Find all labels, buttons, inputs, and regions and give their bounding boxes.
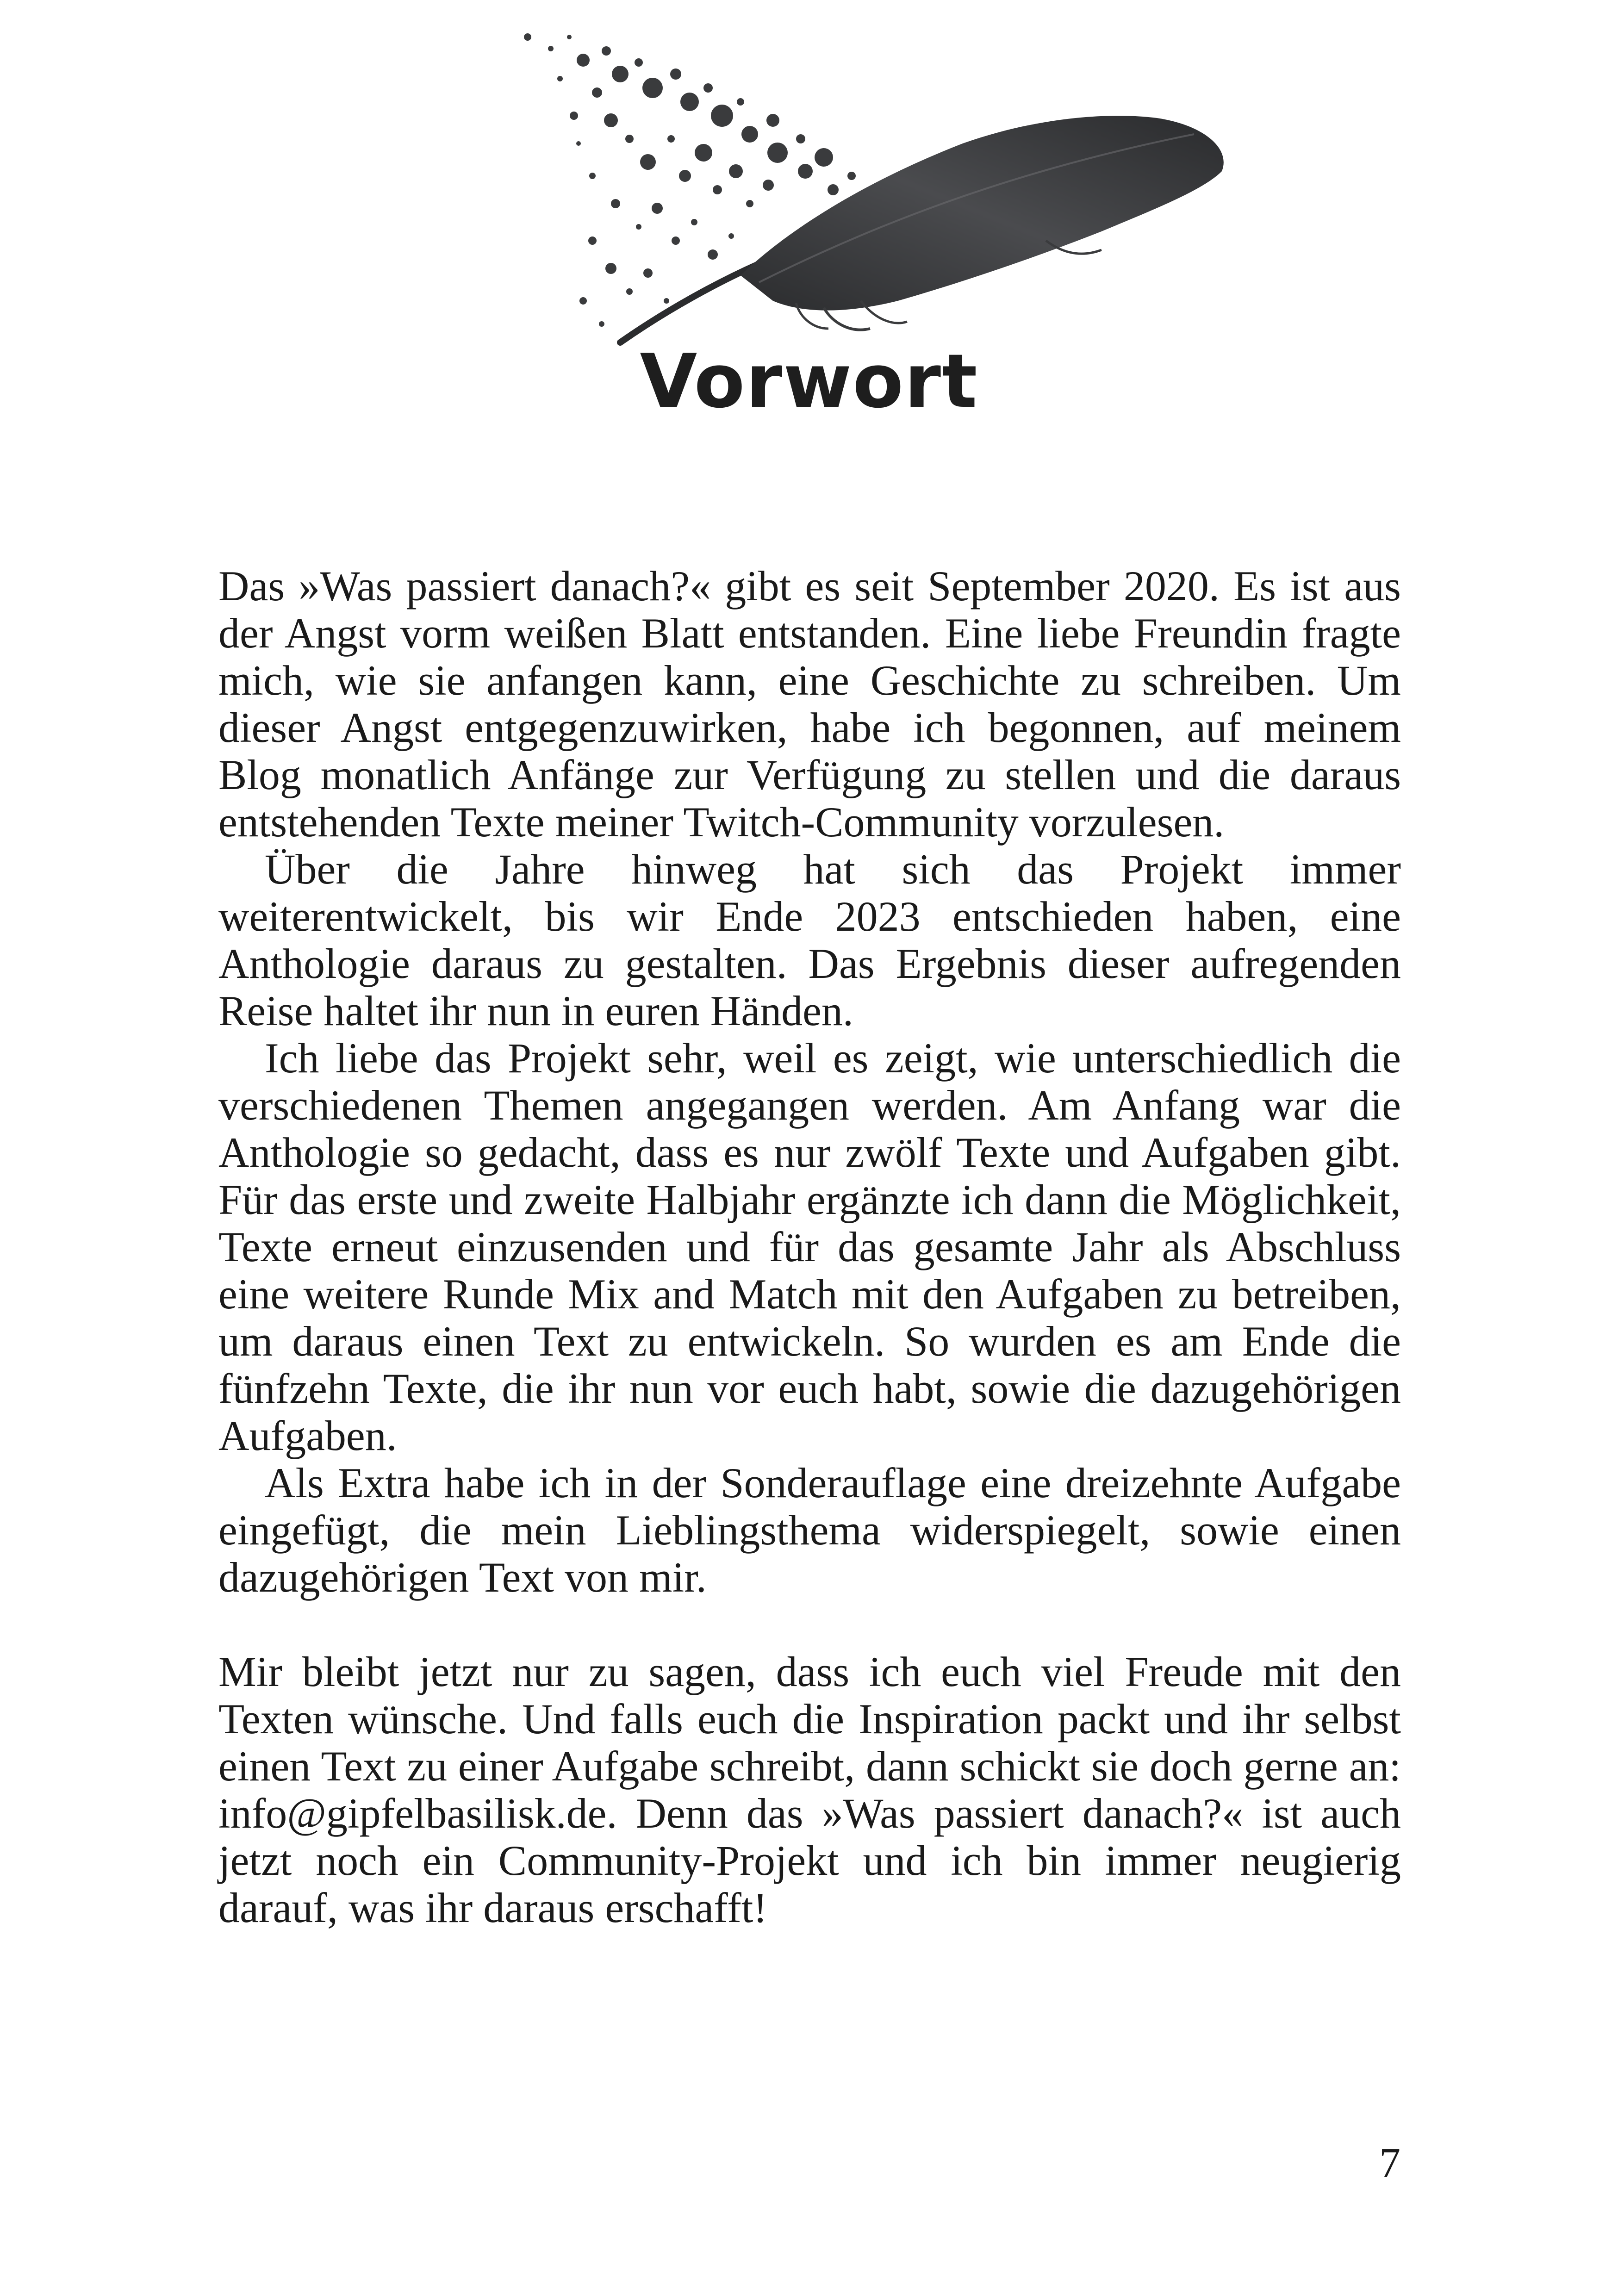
- paragraph: Das »Was passiert danach?« gibt es seit September 2020. Es ist aus der Angst vorm weißen Blatt entstanden. Eine liebe Freundin fragte mich, wie sie anfangen kann, eine Geschichte zu schreiben. Um dieser Angst entgegenzuwirken, habe ich begonnen, auf meinem Blog monatlich Anfänge zur Verfügung zu stellen und die daraus entstehenden Texte meiner Twitch-Community vorzulesen.: [218, 562, 1401, 846]
- paragraph: Über die Jahre hinweg hat sich das Projekt immer weiterentwickelt, bis wir Ende 2023 entschieden haben, eine Anthologie daraus zu gestalten. Das Ergebnis dieser aufregenden Reise haltet ihr nun in euren Händen.: [218, 846, 1401, 1034]
- paragraph: Ich liebe das Projekt sehr, weil es zeigt, wie unterschiedlich die verschiedenen Themen angegangen werden. Am Anfang war die Anthologie so gedacht, dass es nur zwölf Texte und Aufgaben gibt. Für das erste und zweite Halbjahr ergänzte ich dann die Möglichkeit, Texte erneut einzusenden und für das gesamte Jahr als Abschluss eine weitere Runde Mix and Match mit den Aufgaben zu betreiben, um daraus einen Text zu entwickeln. So wurden es am Ende die fünfzehn Texte, die ihr nun vor euch habt, sowie die dazugehörigen Aufgaben.: [218, 1034, 1401, 1459]
- foreword-body: [218, 562, 1401, 1931]
- page-number: 7: [1379, 2139, 1400, 2186]
- page-title: Vorwort: [640, 338, 978, 424]
- paragraph: Als Extra habe ich in der Sonderauflage eine dreizehnte Aufgabe eingefügt, die mein Lieblingsthema widerspiegelt, sowie einen dazugehörigen Text von mir.: [218, 1459, 1401, 1601]
- feather-icon: [500, 23, 1263, 356]
- paragraph: Mir bleibt jetzt nur zu sagen, dass ich euch viel Freude mit den Texten wünsche. Und falls euch die Inspiration packt und ihr selbst einen Text zu einer Aufgabe schreibt, dann schickt sie doch gerne an: info@gipfelbasilisk.de. Denn das »Was passiert danach?« ist auch jetzt noch ein Community-Projekt und ich bin immer neugierig darauf, was ihr daraus erschafft!: [218, 1648, 1401, 1931]
